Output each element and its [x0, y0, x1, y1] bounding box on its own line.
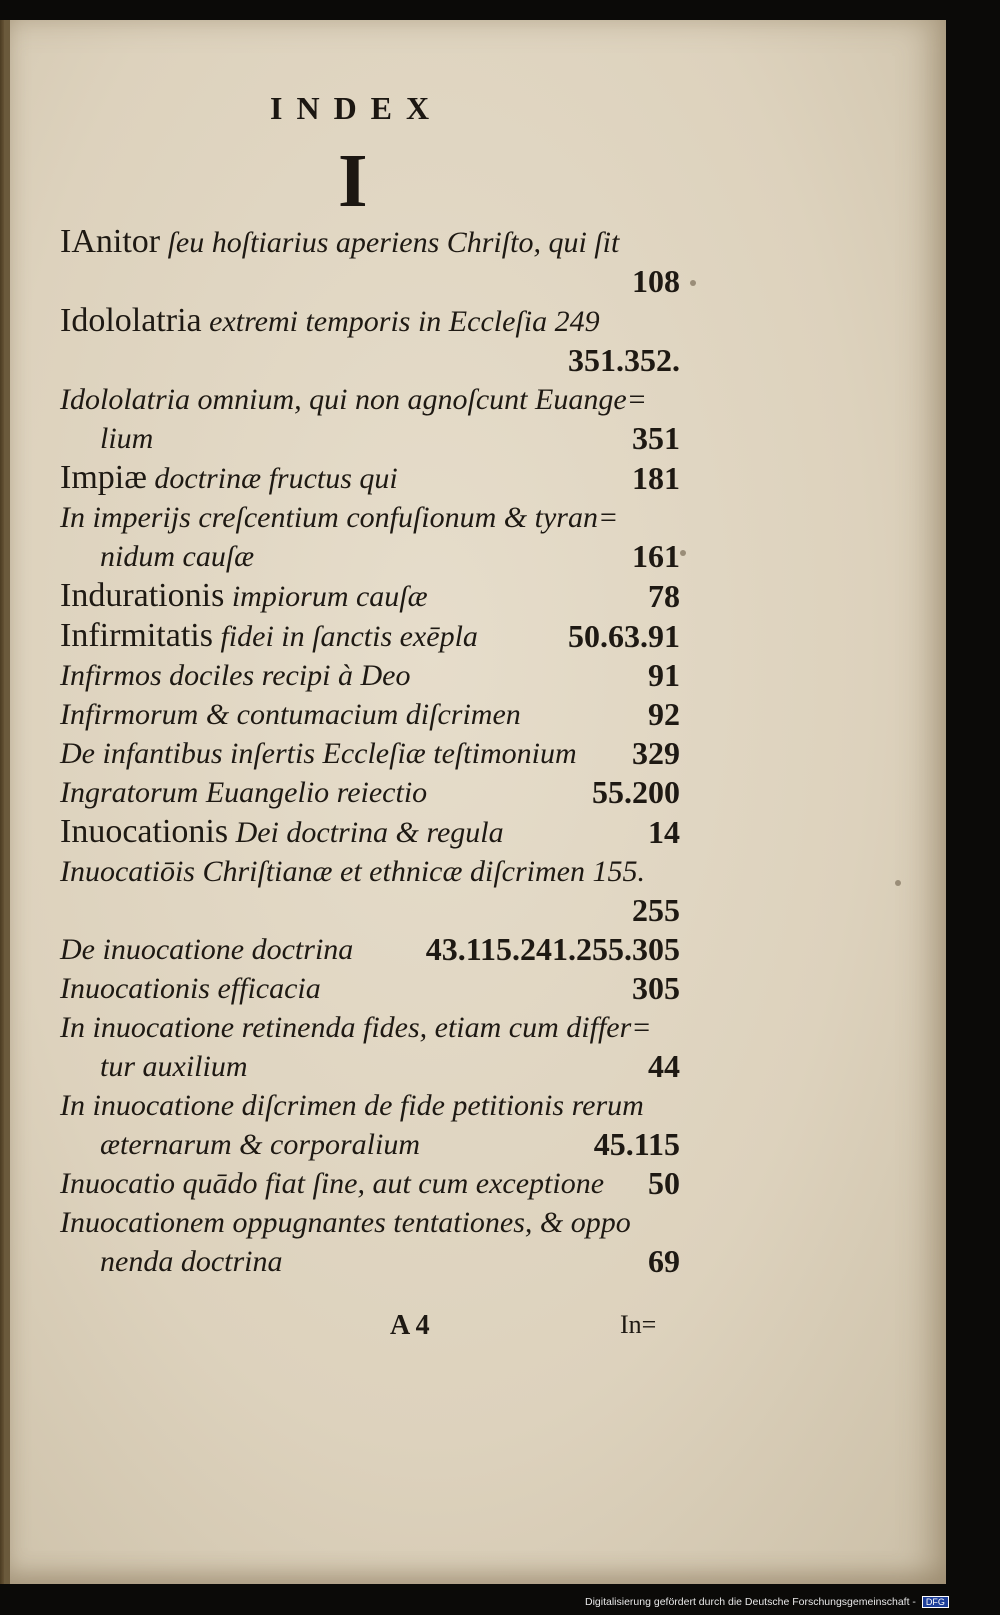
index-entry: [60, 1164, 680, 1203]
entry-headword: Idololatria: [60, 302, 202, 339]
entry-text: Infirmitatis fidei in ſanctis exēpla: [60, 617, 478, 654]
entry-text: Infirmorum & contumacium diſcrimen: [60, 698, 521, 731]
entry-text: Inuocationis Dei doctrina & regula: [60, 813, 504, 850]
entry-text: Inuocationem oppugnantes tentationes, & oppo: [60, 1206, 631, 1239]
entry-headword: Infirmitatis: [60, 617, 213, 654]
index-entry: [60, 1203, 680, 1281]
entry-continuation: tur auxilium: [100, 1050, 248, 1083]
credit-text: Digitalisierung gefördert durch die Deutsche Forschungsgemeinschaft -: [585, 1596, 916, 1608]
dfg-logo: DFG: [922, 1596, 949, 1608]
index-entry: [60, 812, 680, 852]
page-reference: 255: [632, 892, 680, 928]
page-reference: 69: [648, 1243, 680, 1279]
page-reference: 305: [632, 970, 680, 1006]
signature-mark: A 4: [390, 1310, 430, 1341]
digitization-credit: [585, 1596, 949, 1608]
entry-text: In inuocatione retinenda fides, etiam cum differ=: [60, 1011, 652, 1044]
page-reference: 55.200: [592, 774, 680, 810]
entry-headword: Inuocationis: [60, 813, 229, 850]
entry-text: In imperijs creſcentium confuſionum & tyran=: [60, 501, 619, 534]
index-entry: [60, 852, 680, 930]
page-reference: 78: [648, 578, 680, 614]
entry-continuation: lium: [100, 422, 154, 455]
entry-text: Ingratorum Euangelio reiectio: [60, 776, 428, 809]
entry-text: IAnitor ſeu hoſtiarius aperiens Chriſto, qui ſit: [60, 223, 620, 260]
index-entry: [60, 498, 680, 576]
index-entry: [60, 695, 680, 734]
page-reference: 44: [648, 1048, 680, 1084]
entry-continuation: nidum cauſæ: [100, 540, 255, 573]
page-reference: 14: [648, 814, 680, 850]
entry-text: Inuocationis efficacia: [60, 972, 321, 1005]
entry-continuation: nenda doctrina: [100, 1245, 283, 1278]
entry-headword: IAnitor: [60, 223, 161, 260]
catchword: In=: [620, 1310, 657, 1339]
entry-headword: Impiæ: [60, 459, 147, 496]
section-letter: I: [338, 139, 368, 223]
index-entry: [60, 930, 680, 969]
page-reference: 91: [648, 657, 680, 693]
entry-continuation: æternarum & corporalium: [100, 1128, 421, 1161]
page-reference: 45.115: [593, 1126, 680, 1162]
index-entry: [60, 616, 680, 656]
entry-text: Indurationis impiorum cauſæ: [60, 577, 428, 614]
page-reference: 329: [632, 735, 680, 771]
index-entry: [60, 656, 680, 695]
entry-text: Idololatria omnium, qui non agnoſcunt Euange=: [60, 383, 647, 416]
index-entry: [60, 576, 680, 616]
page-reference: 50: [648, 1165, 680, 1201]
entry-text: Idololatria extremi temporis in Eccleſia 249: [60, 302, 600, 339]
page-reference: 351.352.: [568, 342, 680, 378]
page-reference: 108: [632, 263, 680, 299]
index-entry: [60, 734, 680, 773]
entry-text: Impiæ doctrinæ fructus qui: [60, 459, 398, 496]
entry-text: In inuocatione diſcrimen de fide petitionis rerum: [60, 1089, 644, 1122]
index-entry: [60, 301, 680, 380]
index-entry: [60, 1086, 680, 1164]
entry-text: De infantibus inſertis Eccleſiæ teſtimonium: [60, 737, 577, 770]
index-entry: [60, 222, 680, 301]
entry-text: Inuocatiōis Chriſtianæ et ethnicæ diſcrimen 155.: [60, 855, 645, 888]
index-entry: [60, 773, 680, 812]
page-reference: 50.63.91: [568, 618, 680, 654]
index-entry: [60, 1008, 680, 1086]
margin-dot: [680, 550, 686, 556]
page-reference: 161: [632, 538, 680, 574]
page-reference: 351: [632, 420, 680, 456]
page-reference: 43.115.241.255.305: [425, 931, 680, 967]
index-entries: [60, 222, 680, 1281]
margin-dot: [690, 280, 696, 286]
page-reference: 181: [632, 460, 680, 496]
page-title: INDEX: [270, 90, 444, 126]
index-entry: [60, 458, 680, 498]
entry-headword: Indurationis: [60, 577, 225, 614]
entry-text: De inuocatione doctrina: [60, 933, 354, 966]
page-reference: 92: [648, 696, 680, 732]
margin-dot: [895, 880, 901, 886]
index-entry: [60, 380, 680, 458]
index-entry: [60, 969, 680, 1008]
entry-text: Infirmos dociles recipi à Deo: [60, 659, 411, 692]
entry-text: Inuocatio quādo fiat ſine, aut cum exceptione: [60, 1167, 605, 1200]
